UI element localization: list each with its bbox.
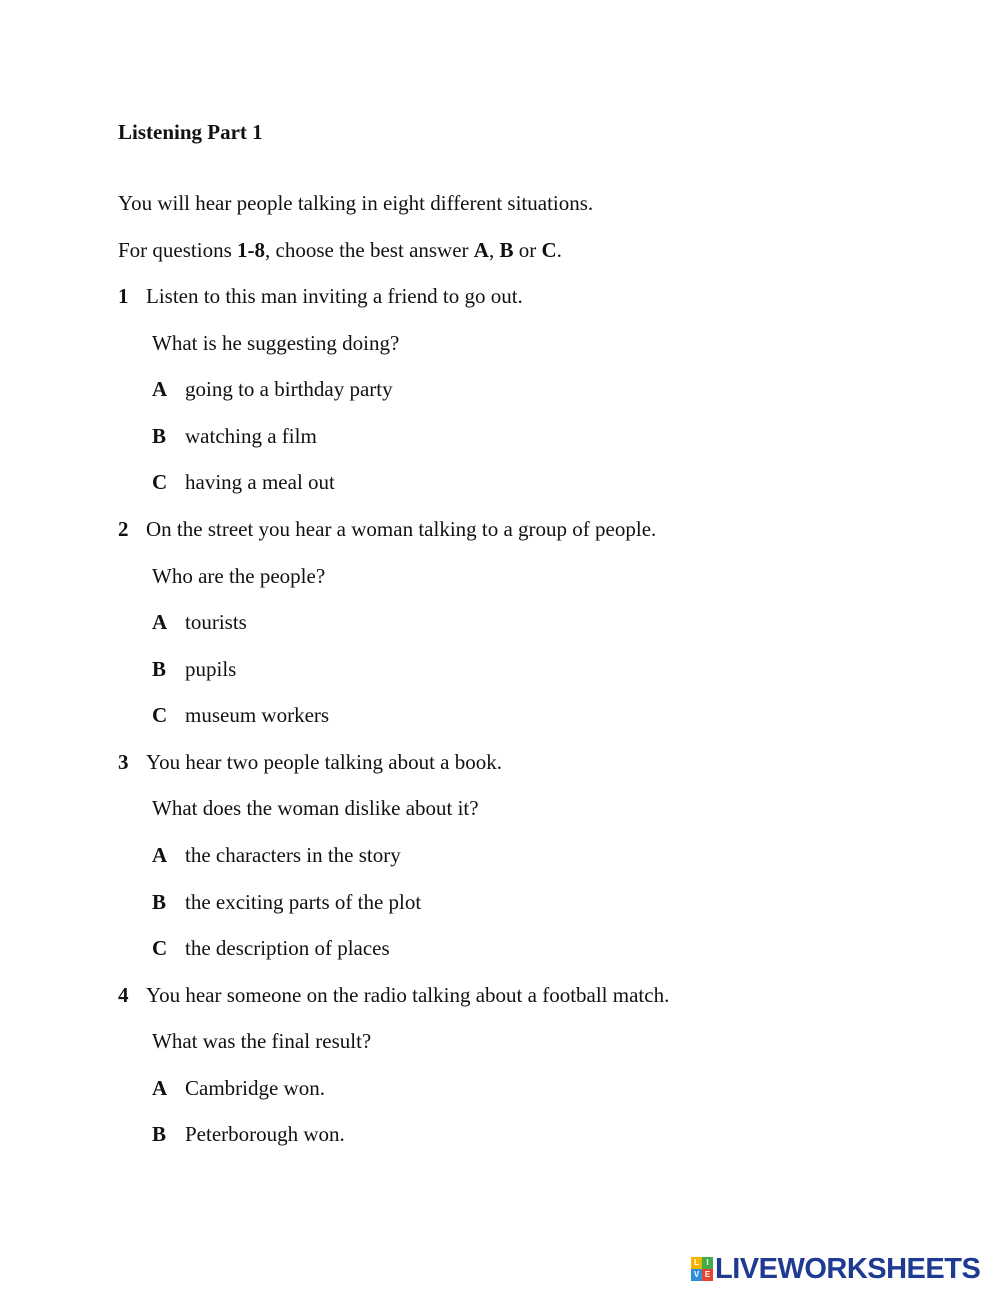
- page-title: Listening Part 1: [118, 120, 263, 144]
- logo-mark-letter: E: [702, 1269, 713, 1281]
- question-prompt: What is he suggesting doing?: [152, 331, 400, 355]
- logo-text: LIVEWORKSHEETS: [715, 1252, 981, 1285]
- instruction-range: 1-8: [237, 238, 266, 262]
- question-number: 2: [118, 517, 129, 541]
- logo-mark-letter: I: [702, 1257, 713, 1269]
- liveworksheets-logo: [691, 1254, 980, 1284]
- option-letter: A: [152, 1076, 168, 1100]
- liveworksheets-mark-icon: [691, 1257, 713, 1281]
- question-text: Listen to this man inviting a friend to go out.: [146, 284, 523, 308]
- option-letter: C: [152, 703, 168, 727]
- instruction-option-c: C: [541, 238, 557, 262]
- instruction-prefix: For questions: [118, 238, 238, 262]
- option-letter: A: [152, 610, 168, 634]
- option-text: museum workers: [185, 703, 330, 727]
- instruction-middle: , choose the best answer: [265, 238, 474, 262]
- question-prompt: What was the final result?: [152, 1029, 372, 1053]
- option-letter: B: [152, 424, 167, 448]
- option-text: going to a birthday party: [185, 377, 393, 401]
- logo-mark-letter: L: [691, 1257, 702, 1269]
- question-number: 3: [118, 750, 129, 774]
- option-letter: A: [152, 843, 168, 867]
- instruction-end: .: [556, 238, 562, 262]
- option-letter: A: [152, 377, 168, 401]
- question-number: 1: [118, 284, 129, 308]
- option-text: pupils: [185, 657, 237, 681]
- question-text: On the street you hear a woman talking to a group of people.: [146, 517, 657, 541]
- question-number: 4: [118, 983, 129, 1007]
- option-text: tourists: [185, 610, 247, 634]
- option-letter: C: [152, 936, 168, 960]
- logo-mark-letter: V: [691, 1269, 702, 1281]
- instruction-option-b: B: [499, 238, 514, 262]
- question-prompt: Who are the people?: [152, 564, 326, 588]
- option-letter: B: [152, 657, 167, 681]
- instruction-option-a: A: [473, 238, 489, 262]
- instruction-text: [118, 238, 562, 262]
- intro-text: You will hear people talking in eight different situations.: [118, 191, 594, 215]
- option-text: watching a film: [185, 424, 317, 448]
- option-text: Cambridge won.: [185, 1076, 325, 1100]
- option-text: Peterborough won.: [185, 1122, 345, 1146]
- instruction-or: or: [513, 238, 542, 262]
- question-text: You hear two people talking about a book.: [146, 750, 502, 774]
- option-letter: C: [152, 470, 168, 494]
- instruction-sep: ,: [488, 238, 500, 262]
- question-text: You hear someone on the radio talking about a football match.: [146, 983, 670, 1007]
- question-prompt: What does the woman dislike about it?: [152, 796, 479, 820]
- option-text: the exciting parts of the plot: [185, 890, 422, 914]
- option-text: having a meal out: [185, 470, 335, 494]
- option-text: the characters in the story: [185, 843, 401, 867]
- option-letter: B: [152, 1122, 167, 1146]
- option-letter: B: [152, 890, 167, 914]
- option-text: the description of places: [185, 936, 390, 960]
